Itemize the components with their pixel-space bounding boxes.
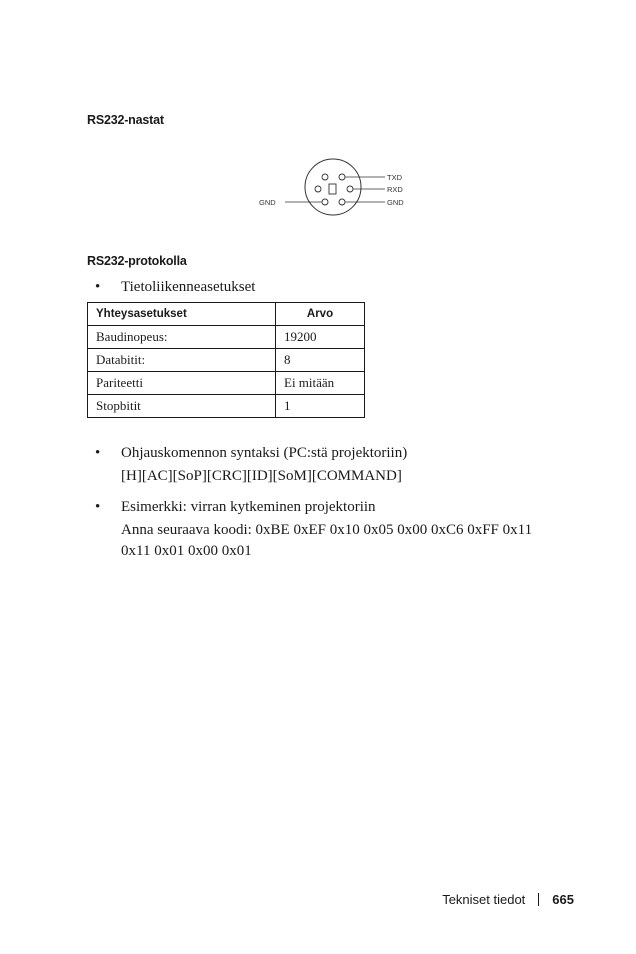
section-heading-pins: RS232-nastat <box>87 113 164 127</box>
header-settings: Yhteysasetukset <box>88 303 276 326</box>
setting-value: 1 <box>276 395 365 418</box>
setting-value: 19200 <box>276 326 365 349</box>
connector-key <box>329 184 336 194</box>
pin-bottom-left <box>322 199 328 205</box>
footer-separator <box>538 893 539 906</box>
pin-top-left <box>322 174 328 180</box>
bullet-marker: • <box>95 445 101 461</box>
bullet-syntax: Ohjauskomennon syntaksi (PC:stä projektoriin) <box>121 445 408 461</box>
pin-mid-right <box>347 186 353 192</box>
bullet-marker: • <box>95 499 101 515</box>
table-row <box>88 372 365 395</box>
bullet-marker: • <box>95 279 101 295</box>
setting-name: Baudinopeus: <box>88 326 276 349</box>
gnd-left-label: GND <box>259 198 276 207</box>
setting-name: Pariteetti <box>88 372 276 395</box>
comm-settings-table <box>87 302 365 418</box>
setting-value: Ei mitään <box>276 372 365 395</box>
pin-mid-left <box>315 186 321 192</box>
setting-name: Stopbitit <box>88 395 276 418</box>
bullet-example: Esimerkki: virran kytkeminen projektoriin <box>121 499 376 515</box>
gnd-right-label: GND <box>387 198 404 207</box>
pin-top-right <box>339 174 345 180</box>
page-footer <box>442 892 574 907</box>
mini-din-connector-diagram <box>255 156 415 222</box>
table-row <box>88 395 365 418</box>
syntax-format: [H][AC][SoP][CRC][ID][SoM][COMMAND] <box>121 468 402 484</box>
setting-name: Databitit: <box>88 349 276 372</box>
page-number: 665 <box>552 892 574 907</box>
footer-section-title: Tekniset tiedot <box>442 892 526 907</box>
rxd-label: RXD <box>387 185 403 194</box>
table-row <box>88 326 365 349</box>
setting-value: 8 <box>276 349 365 372</box>
txd-label: TXD <box>387 173 402 182</box>
section-heading-protocol: RS232-protokolla <box>87 254 187 268</box>
table-header-row <box>88 303 365 326</box>
pin-bottom-right <box>339 199 345 205</box>
table-row <box>88 349 365 372</box>
bullet-comm-settings: Tietoliikenneasetukset <box>121 279 256 295</box>
example-code: Anna seuraava koodi: 0xBE 0xEF 0x10 0x05 0x00 0xC6 0xFF 0x11 0x11 0x01 0x00 0x01 <box>121 522 533 559</box>
header-value: Arvo <box>276 303 365 326</box>
